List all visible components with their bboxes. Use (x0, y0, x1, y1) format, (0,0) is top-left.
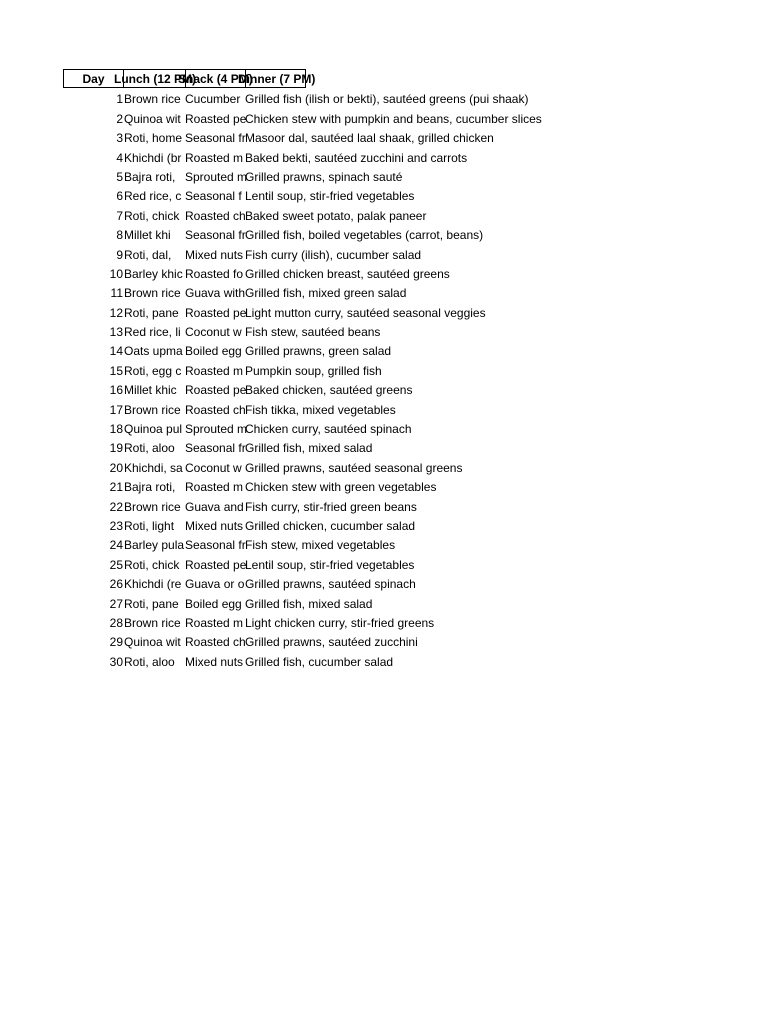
lunch-cell[interactable]: Brown rice (124, 499, 181, 514)
dinner-cell[interactable]: Fish curry, stir-fried green beans (245, 499, 417, 514)
day-cell[interactable]: 7 (116, 208, 123, 223)
snack-cell[interactable]: Roasted m (185, 363, 244, 378)
lunch-cell[interactable]: Bajra roti, (124, 169, 176, 184)
dinner-cell[interactable]: Chicken stew with pumpkin and beans, cucumber slices (245, 111, 542, 126)
lunch-cell[interactable]: Roti, light (124, 518, 175, 533)
dinner-cell[interactable]: Grilled fish (ilish or bekti), sautéed greens (pui shaak) (245, 92, 529, 107)
snack-cell[interactable]: Guava or o (185, 577, 245, 592)
day-cell[interactable]: 10 (109, 266, 123, 281)
dinner-cell[interactable]: Baked chicken, sautéed greens (245, 383, 413, 398)
day-cell[interactable]: 25 (109, 557, 123, 572)
snack-cell[interactable]: Roasted m (185, 150, 244, 165)
dinner-cell[interactable]: Grilled chicken, cucumber salad (245, 518, 416, 533)
snack-cell[interactable]: Roasted ch (185, 208, 246, 223)
day-cell[interactable]: 24 (109, 538, 123, 553)
lunch-cell[interactable]: Quinoa pul (124, 422, 183, 437)
lunch-cell[interactable]: Roti, chick (124, 208, 180, 223)
dinner-cell[interactable]: Fish stew, sautéed beans (245, 325, 381, 340)
lunch-cell[interactable]: Brown rice (124, 615, 181, 630)
dinner-cell[interactable]: Lentil soup, stir-fried vegetables (245, 189, 415, 204)
snack-cell[interactable]: Seasonal f (185, 189, 242, 204)
snack-cell[interactable]: Seasonal fr (185, 131, 246, 146)
lunch-cell[interactable]: Red rice, c (124, 189, 182, 204)
lunch-cell[interactable]: Brown rice (124, 402, 181, 417)
dinner-cell[interactable]: Grilled chicken breast, sautéed greens (245, 266, 450, 281)
snack-cell[interactable]: Boiled egg (185, 596, 242, 611)
dinner-cell[interactable]: Grilled fish, boiled vegetables (carrot, beans) (245, 228, 484, 243)
snack-cell[interactable]: Guava and (185, 499, 244, 514)
snack-cell[interactable]: Coconut w (185, 325, 242, 340)
dinner-cell[interactable]: Grilled prawns, spinach sauté (245, 169, 403, 184)
lunch-cell[interactable]: Khichdi, sa (124, 460, 183, 475)
snack-cell[interactable]: Mixed nuts (185, 518, 244, 533)
lunch-cell[interactable]: Bajra roti, (124, 480, 176, 495)
dinner-cell[interactable]: Light mutton curry, sautéed seasonal veggies (245, 305, 486, 320)
snack-cell[interactable]: Mixed nuts (185, 654, 244, 669)
snack-cell[interactable]: Sprouted m (185, 169, 248, 184)
day-cell[interactable]: 5 (116, 169, 123, 184)
day-cell[interactable]: 6 (116, 189, 123, 204)
lunch-cell[interactable]: Khichdi (br (124, 150, 182, 165)
lunch-cell[interactable]: Roti, egg c (124, 363, 182, 378)
snack-cell[interactable]: Roasted pe (185, 111, 247, 126)
snack-cell[interactable]: Roasted ch (185, 402, 246, 417)
day-cell[interactable]: 27 (109, 596, 123, 611)
lunch-cell[interactable]: Roti, pane (124, 305, 179, 320)
dinner-cell[interactable]: Baked bekti, sautéed zucchini and carrots (245, 150, 468, 165)
day-cell[interactable]: 2 (116, 111, 123, 126)
lunch-cell[interactable]: Roti, dal, (124, 247, 172, 262)
day-cell[interactable]: 17 (109, 402, 123, 417)
header-snack: Snack (4 PM) (178, 72, 253, 86)
header-dinner: Dinner (7 PM) (238, 72, 316, 86)
snack-cell[interactable]: Seasonal fr (185, 538, 246, 553)
lunch-cell[interactable]: Roti, aloo (124, 654, 175, 669)
snack-cell[interactable]: Roasted m (185, 480, 244, 495)
day-cell[interactable]: 11 (110, 286, 123, 301)
day-cell[interactable]: 22 (109, 499, 123, 514)
snack-cell[interactable]: Cucumber (185, 92, 241, 107)
snack-cell[interactable]: Guava with (185, 286, 246, 301)
header-snack-cell[interactable] (178, 69, 253, 88)
dinner-cell[interactable]: Masoor dal, sautéed laal shaak, grilled chicken (245, 131, 494, 146)
header-lunch-cell[interactable] (114, 69, 197, 88)
snack-cell[interactable]: Roasted pe (185, 305, 247, 320)
day-cell[interactable]: 28 (109, 615, 123, 630)
header-day[interactable]: Day (63, 69, 124, 88)
day-cell[interactable]: 16 (109, 383, 123, 398)
dinner-cell[interactable]: Light chicken curry, stir-fried greens (245, 615, 435, 630)
day-cell[interactable]: 20 (109, 460, 123, 475)
day-cell[interactable]: 19 (109, 441, 123, 456)
day-cell[interactable]: 1 (116, 92, 123, 107)
snack-cell[interactable]: Boiled egg (185, 344, 242, 359)
lunch-cell[interactable]: Brown rice (124, 286, 181, 301)
dinner-cell[interactable]: Chicken stew with green vegetables (245, 480, 437, 495)
dinner-cell[interactable]: Fish tikka, mixed vegetables (245, 402, 396, 417)
lunch-cell[interactable]: Roti, aloo (124, 441, 175, 456)
day-cell[interactable]: 4 (116, 150, 123, 165)
dinner-cell[interactable]: Grilled prawns, sautéed seasonal greens (245, 460, 463, 475)
snack-cell[interactable]: Seasonal fr (185, 441, 246, 456)
snack-cell[interactable]: Mixed nuts (185, 247, 244, 262)
day-cell[interactable]: 3 (116, 131, 123, 146)
snack-cell[interactable]: Roasted ch (185, 635, 246, 650)
snack-cell[interactable]: Sprouted m (185, 422, 248, 437)
lunch-cell[interactable]: Quinoa wit (124, 111, 181, 126)
day-cell[interactable]: 18 (109, 422, 123, 437)
dinner-cell[interactable]: Grilled prawns, green salad (245, 344, 392, 359)
lunch-cell[interactable]: Roti, chick (124, 557, 180, 572)
day-cell[interactable]: 14 (109, 344, 123, 359)
dinner-cell[interactable]: Grilled prawns, sautéed spinach (245, 577, 416, 592)
snack-cell[interactable]: Roasted pe (185, 383, 247, 398)
day-cell[interactable]: 12 (109, 305, 123, 320)
header-dinner-cell[interactable] (238, 69, 316, 88)
lunch-cell[interactable]: Brown rice (124, 92, 181, 107)
lunch-cell[interactable]: Khichdi (re (124, 577, 182, 592)
dinner-cell[interactable]: Grilled fish, cucumber salad (245, 654, 394, 669)
dinner-cell[interactable]: Grilled fish, mixed salad (245, 596, 373, 611)
day-cell[interactable]: 13 (109, 325, 123, 340)
lunch-cell[interactable]: Quinoa wit (124, 635, 181, 650)
day-cell[interactable]: 26 (109, 577, 123, 592)
day-cell[interactable]: 15 (109, 363, 123, 378)
header-lunch: Lunch (12 PM) (114, 72, 197, 86)
day-cell[interactable]: 23 (109, 518, 123, 533)
dinner-cell[interactable]: Grilled fish, mixed green salad (245, 286, 407, 301)
day-cell[interactable]: 8 (116, 228, 123, 243)
dinner-cell[interactable]: Lentil soup, stir-fried vegetables (245, 557, 415, 572)
lunch-cell[interactable]: Oats upma (124, 344, 183, 359)
lunch-cell[interactable]: Millet khic (124, 383, 177, 398)
snack-cell[interactable]: Coconut w (185, 460, 242, 475)
dinner-cell[interactable]: Pumpkin soup, grilled fish (245, 363, 382, 378)
dinner-cell[interactable]: Chicken curry, sautéed spinach (245, 422, 412, 437)
snack-cell[interactable]: Seasonal fr (185, 228, 246, 243)
dinner-cell[interactable]: Baked sweet potato, palak paneer (245, 208, 427, 223)
dinner-cell[interactable]: Grilled fish, mixed salad (245, 441, 373, 456)
snack-cell[interactable]: Roasted fo (185, 266, 244, 281)
lunch-cell[interactable]: Roti, home (124, 131, 183, 146)
dinner-cell[interactable]: Fish curry (ilish), cucumber salad (245, 247, 422, 262)
dinner-cell[interactable]: Grilled prawns, sautéed zucchini (245, 635, 418, 650)
lunch-cell[interactable]: Barley khic (124, 266, 183, 281)
lunch-cell[interactable]: Red rice, li (124, 325, 181, 340)
dinner-cell[interactable]: Fish stew, mixed vegetables (245, 538, 396, 553)
day-cell[interactable]: 30 (109, 654, 123, 669)
day-cell[interactable]: 29 (109, 635, 123, 650)
lunch-cell[interactable]: Millet khi (124, 228, 171, 243)
snack-cell[interactable]: Roasted pe (185, 557, 247, 572)
day-cell[interactable]: 21 (109, 480, 123, 495)
lunch-cell[interactable]: Barley pula (124, 538, 185, 553)
snack-cell[interactable]: Roasted m (185, 615, 244, 630)
lunch-cell[interactable]: Roti, pane (124, 596, 179, 611)
day-cell[interactable]: 9 (116, 247, 123, 262)
